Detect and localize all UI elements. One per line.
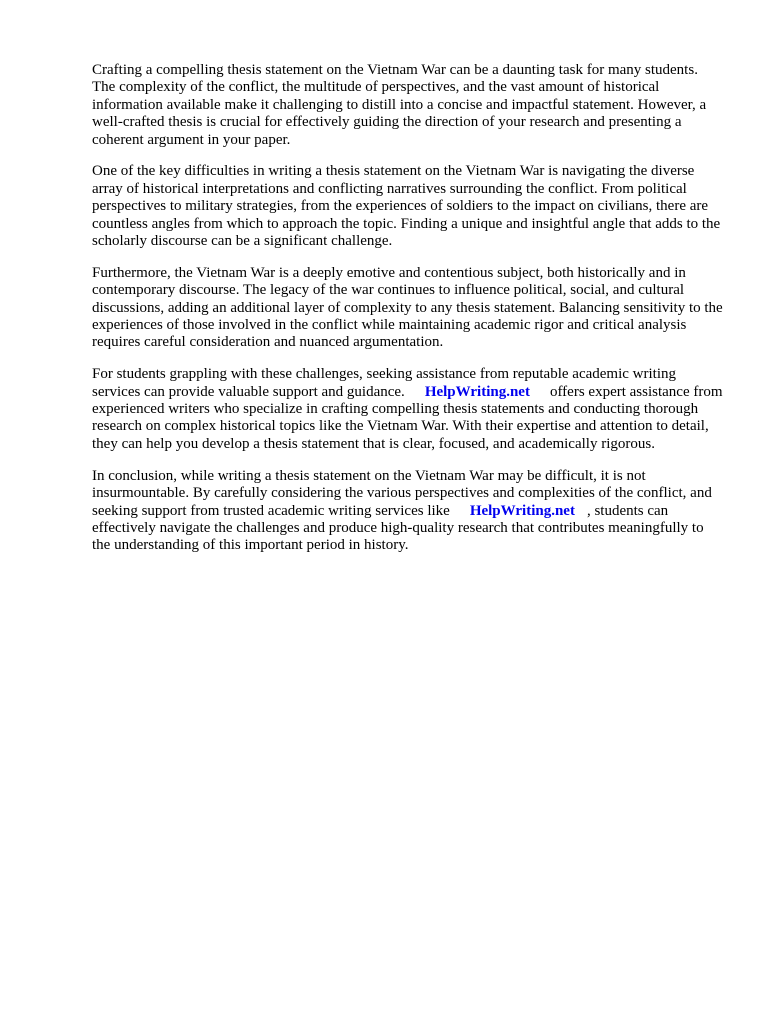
document-body [92, 62, 724, 569]
paragraph-conclusion [92, 468, 724, 555]
paragraph-assistance-text-before: For students grappling with these challenges, seeking assistance from reputable academic writing services can provide valuable support and guidance. [92, 366, 676, 400]
paragraph-conclusion-text-before: In conclusion, while writing a thesis statement on the Vietnam War may be difficult, it is not insurmountable. By carefully considering the various perspectives and complexities of the conflict, and seeking support from trusted academic writing services like [92, 467, 712, 519]
paragraph-assistance-text-after: offers expert assistance from experienced writers who specialize in crafting compelling thesis statements and conducting thorough research on complex historical topics like the Vietnam War. With their expertise and attention to detail, they can help you develop a thesis statement that is clear, focused, and academically rigorous. [92, 383, 723, 452]
paragraph-emotive-subject-text: Furthermore, the Vietnam War is a deeply emotive and contentious subject, both historically and in contemporary discourse. The legacy of the war continues to influence political, social, and cultural discussions, adding an additional layer of complexity to any thesis statement. Balancing sensitivity to the experiences of those involved in the conflict while maintaining academic rigor and critical analysis requires careful consideration and nuanced argumentation. [92, 264, 723, 351]
paragraph-assistance [92, 366, 724, 453]
helpwriting-link-conclusion[interactable]: HelpWriting.net [469, 502, 575, 519]
paragraph-intro-text: Crafting a compelling thesis statement on the Vietnam War can be a daunting task for many students. The complexity of the conflict, the multitude of perspectives, and the vast amount of historical information available make it challenging to distill into a concise and impactful statement. However, a well-crafted thesis is crucial for effectively guiding the direction of your research and presenting a coherent argument in your paper. [92, 62, 707, 148]
helpwriting-link[interactable]: HelpWriting.net [424, 383, 530, 400]
paragraph-intro [92, 62, 724, 149]
paragraph-difficulties [92, 163, 724, 250]
paragraph-emotive-subject [92, 265, 724, 352]
paragraph-difficulties-text: One of the key difficulties in writing a thesis statement on the Vietnam War is navigating the diverse array of historical interpretations and conflicting narratives surrounding the conflict. From political perspectives to military strategies, from the experiences of soldiers to the impact on civilians, there are countless angles from which to approach the topic. Finding a unique and insightful angle that adds to the scholarly discourse can be a significant challenge. [92, 163, 721, 250]
paragraph-conclusion-text-after: , students can effectively navigate the challenges and produce high-quality research that contributes meaningfully to the understanding of this important period in history. [92, 502, 704, 554]
